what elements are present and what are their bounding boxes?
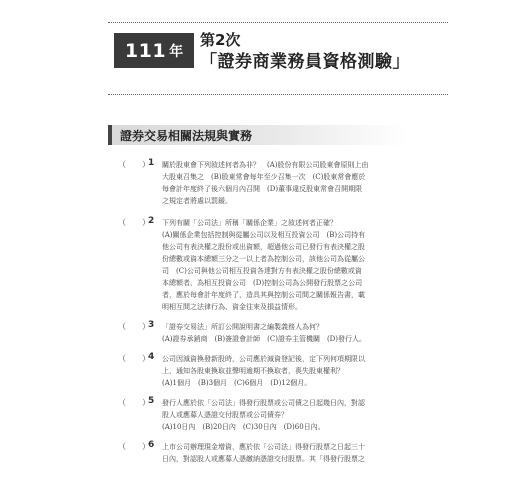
question-text bbox=[162, 353, 406, 389]
question-line: 下列有關「公司法」所稱「關係企業」之敘述何者正確？ bbox=[162, 219, 337, 227]
section-header bbox=[108, 125, 408, 145]
question-text bbox=[162, 441, 406, 465]
section-title: 證券交易相關法規與實務 bbox=[120, 129, 253, 143]
year-badge bbox=[114, 33, 194, 68]
exam-session: 第2次 bbox=[200, 31, 241, 49]
question-line: 公司因減資換發新股時，公司應於減資登記後，定下列何項期限以 bbox=[162, 355, 365, 363]
question-number: 6 bbox=[148, 440, 155, 450]
question-line: 股人或應募人憑證交付股票或公司債券？ bbox=[162, 411, 288, 419]
question-line: (A)10日內 (B)20日內 (C)30日內 (D)60日內。 bbox=[162, 423, 325, 431]
answer-blank: （ ） bbox=[118, 354, 150, 363]
question-line: (A)證券承銷商 (B)簽證會計師 (C)證券主管機關 (D)發行人。 bbox=[162, 335, 367, 343]
question-line: 上，通知各股東換取並聲明逾期不換取者，喪失股東權利？ bbox=[162, 367, 344, 375]
question-line: 明相互間之法律行為、資金往來及損益情形。 bbox=[162, 303, 302, 311]
question-line: 「證券交易法」所訂公開說明書之編製義務人為何？ bbox=[162, 323, 323, 331]
answer-blank: （ ） bbox=[118, 160, 150, 169]
question-line: 司 (C)公司與他公司相互投資各達對方有表決權之股份總數或資 bbox=[162, 267, 362, 275]
question-number: 4 bbox=[148, 352, 155, 362]
question-line: 他公司有表決權之股份或出資額，超過他公司已發行有表決權之股 bbox=[162, 243, 365, 251]
question-line: (A)關係企業包括控制與從屬公司以及相互投資公司 (B)公司持有 bbox=[162, 231, 366, 239]
question-line: 本總額者，為相互投資公司 (D)控制公司為公開發行股票之公司 bbox=[162, 279, 363, 287]
answer-blank: （ ） bbox=[118, 442, 150, 451]
exam-name: 「證券商業務員資格測驗」 bbox=[200, 52, 410, 72]
answer-blank: （ ） bbox=[118, 322, 150, 331]
question-number: 2 bbox=[148, 216, 155, 226]
question-line: 關於股東會下列敘述何者為非？ (A)股份有限公司股東會原則上由 bbox=[162, 161, 369, 169]
answer-blank: （ ） bbox=[118, 398, 150, 407]
top-dotted-rule bbox=[108, 22, 448, 23]
question-line: 大股東召集之 (B)股東常會每年至少召集一次 (C)股東常會應於 bbox=[162, 173, 366, 181]
question-line: 日內，對認股人或應募人憑繳納憑證交付股票。其「得發行股票之 bbox=[162, 455, 365, 463]
question-line: 上市公司辦理現金增資，應於依「公司法」得發行股票之日起三十 bbox=[162, 443, 365, 451]
question-line: 者，應於每會計年度終了，造具其與控制公司間之關係報告書，載 bbox=[162, 291, 365, 299]
question-line: (A)1個月 (B)3個月 (C)6個月 (D)12個月。 bbox=[162, 379, 312, 387]
year-number: 111 bbox=[124, 39, 167, 62]
question-line: 份總數或資本總額三分之一以上者為控制公司，該他公司為從屬公 bbox=[162, 255, 365, 263]
question-number: 3 bbox=[148, 320, 155, 330]
question-line: 每會計年度終了後六個月內召開 (D)董事違反股東常會召開期限 bbox=[162, 185, 363, 193]
question-number: 1 bbox=[148, 158, 155, 168]
exam-title bbox=[200, 30, 410, 74]
question-text bbox=[162, 159, 406, 207]
section-accent-bar bbox=[108, 125, 112, 145]
question-text bbox=[162, 321, 406, 345]
year-suffix: 年 bbox=[169, 43, 184, 60]
answer-blank: （ ） bbox=[118, 218, 150, 227]
question-line: 之規定者將處以罰鍰。 bbox=[162, 197, 232, 205]
question-number: 5 bbox=[148, 396, 155, 406]
question-line: 發行人應於依「公司法」得發行股票或公司債之日起幾日內，對認 bbox=[162, 399, 365, 407]
bottom-dotted-rule bbox=[108, 94, 448, 95]
question-text bbox=[162, 397, 406, 433]
question-text bbox=[162, 217, 406, 313]
